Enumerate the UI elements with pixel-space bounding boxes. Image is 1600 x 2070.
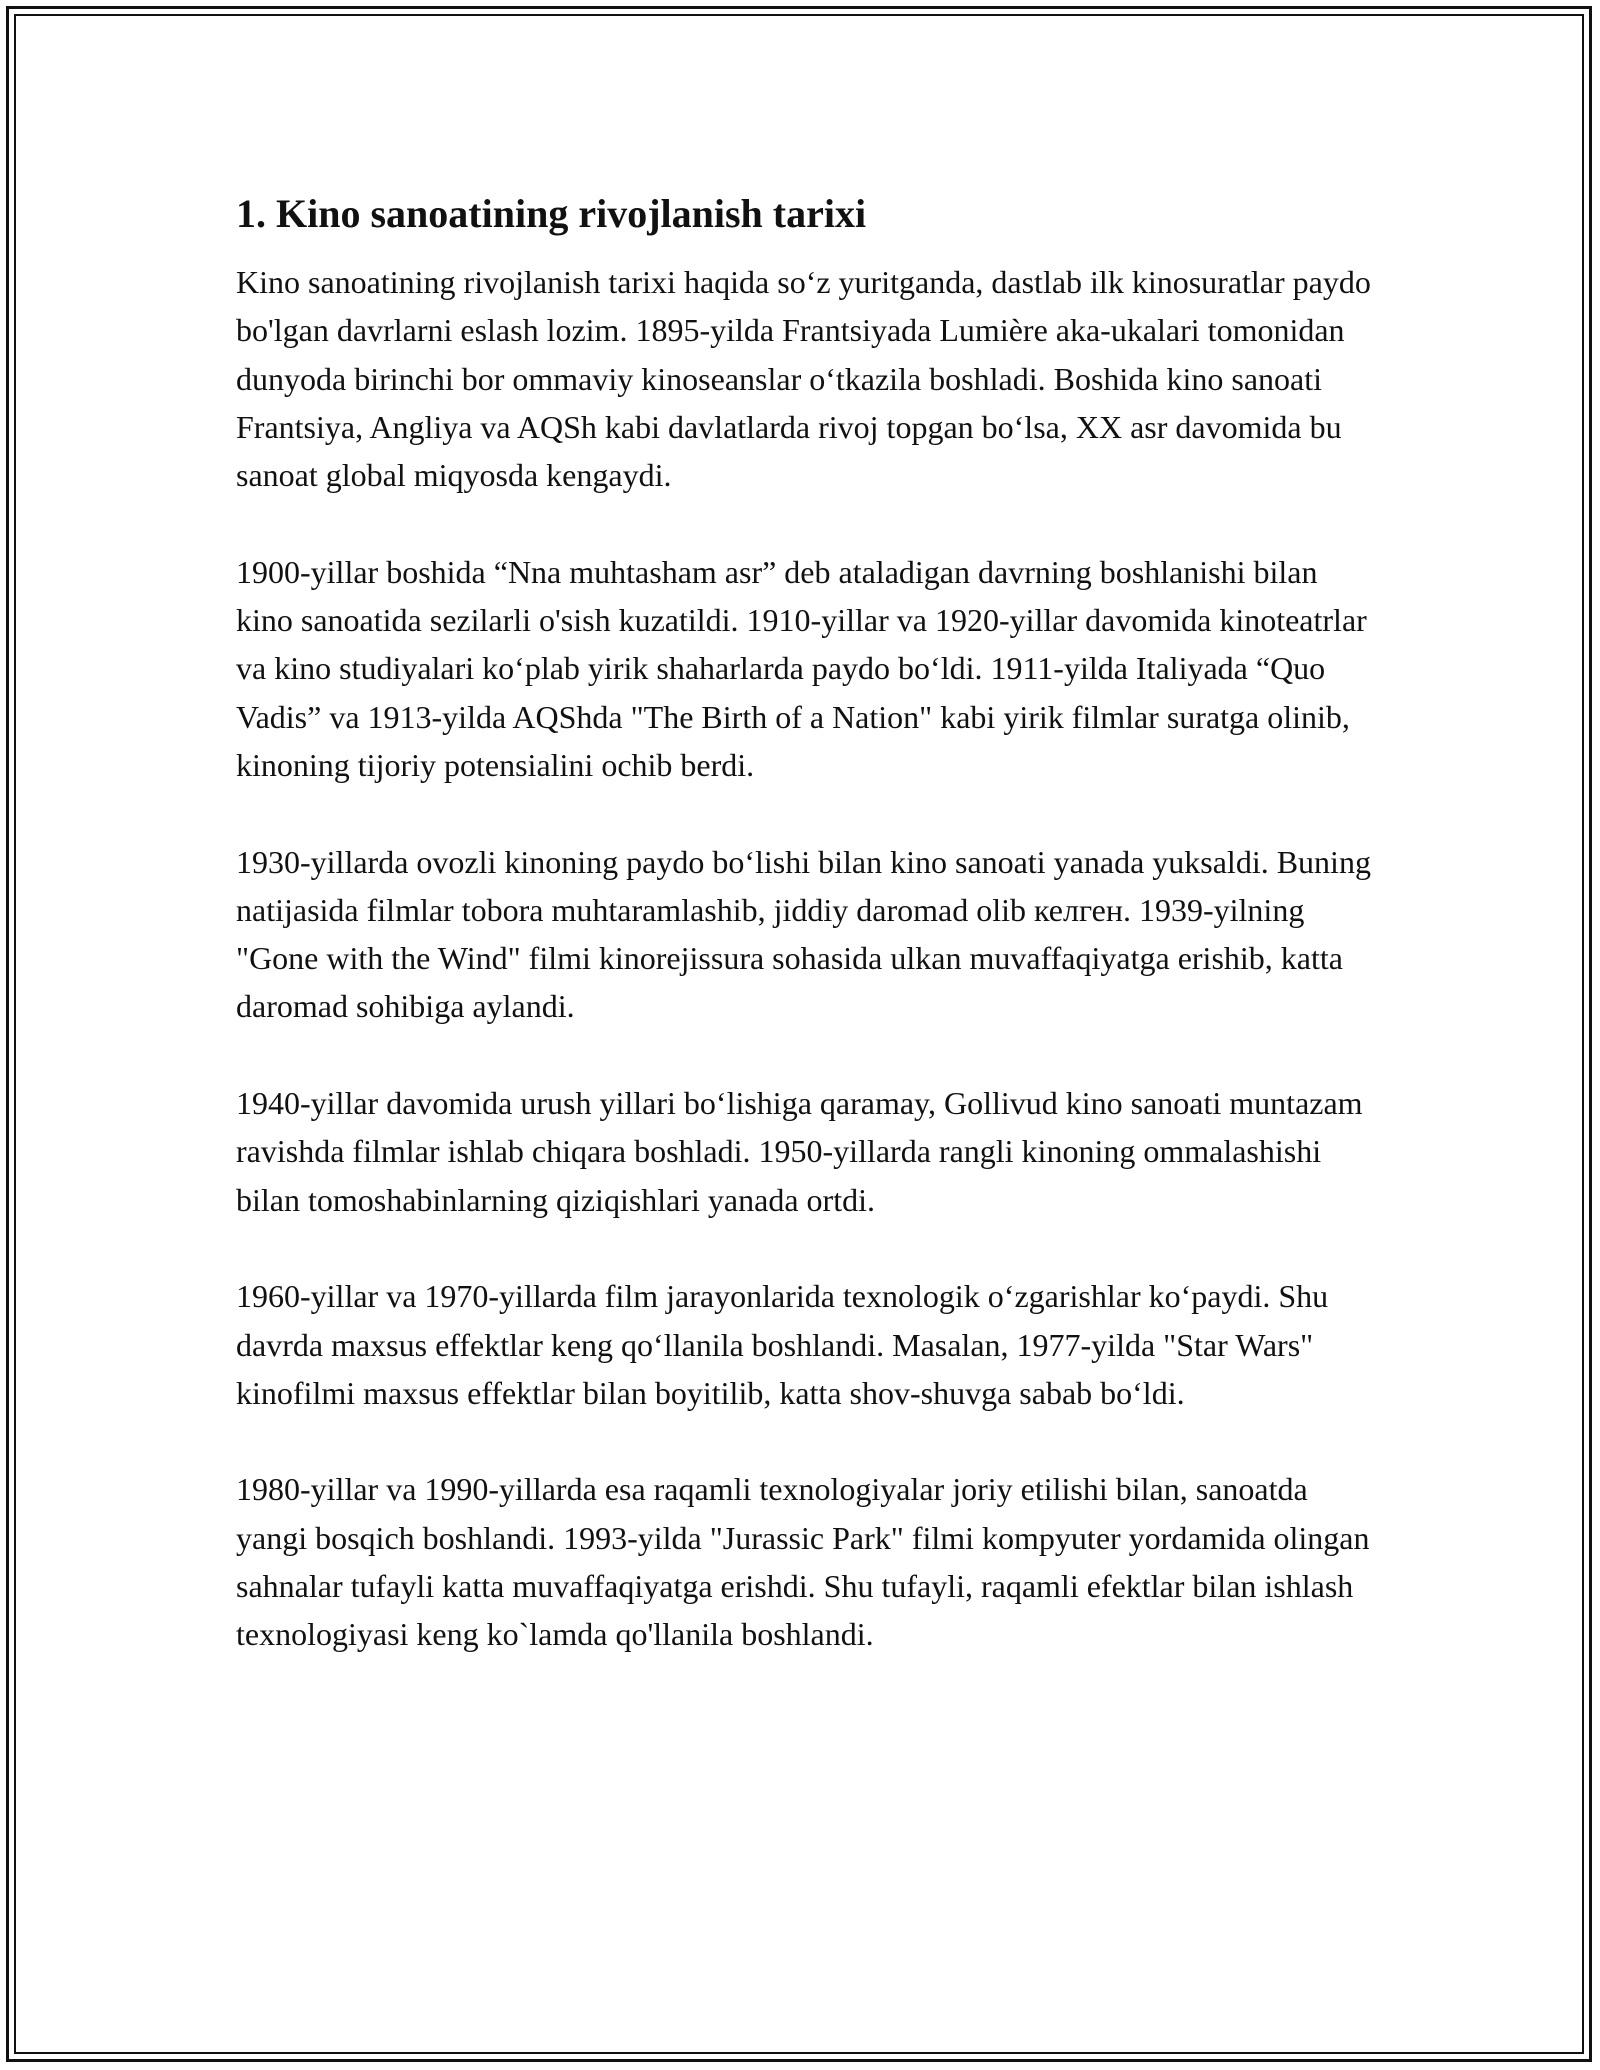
paragraph-1930s: 1930-yillarda ovozli kinoning paydo bo‘lishi bilan kino sanoati yanada yuksaldi. Buning natijasida filmlar tobora muhtaramlashib, jiddiy daromad olib келген. 1939-yilning "Gone with the Wind" filmi kinorejissura sohasida ulkan muvaffaqiyatga erishib, katta daromad sohibiga aylandi.	[236, 843, 1371, 1025]
paragraph-1960s-1970s: 1960-yillar va 1970-yillarda film jarayonlarida texnologik o‘zgarishlar ko‘paydi. Shu davrda maxsus effektlar keng qo‘llanila boshlandi. Masalan, 1977-yilda "Star Wars" kinofilmi maxsus effektlar bilan boyitilib, katta shov-shuvga sabab bo‘ldi.	[236, 1278, 1329, 1411]
section-heading: 1. Kino sanoatining rivojlanish tarixi	[236, 191, 867, 236]
paragraph-1940s-1950s: 1940-yillar davomida urush yillari bo‘lishiga qaramay, Gollivud kino sanoati muntazam ravishda filmlar ishlab chiqara boshladi. 1950-yillarda rangli kinoning ommalashishi bilan tomoshabinlarning qiziqishlari yanada ortdi.	[236, 1085, 1363, 1218]
paragraph-1900s-1920s: 1900-yillar boshida “Nna muhtasham asr” deb ataladigan davrning boshlanishi bilan kino sanoatida sezilarli o'sish kuzatildi. 1910-yillar va 1920-yillar davomida kinoteatrlar va kino studiyalari ko‘plab yirik shaharlarda paydo bo‘ldi. 1911-yilda Italiyada “Quo Vadis” va 1913-yilda AQShda "The Birth of a Nation" kabi yirik filmlar suratga olinib, kinoning tijoriy potensialini ochib berdi.	[236, 553, 1367, 783]
paragraph-1980s-1990s: 1980-yillar va 1990-yillarda esa raqamli texnologiyalar joriy etilishi bilan, sanoatda yangi bosqich boshlandi. 1993-yilda "Jurassic Park" filmi kompyuter yordamida olingan sahnalar tufayli katta muvaffaqiyatga erishdi. Shu tufayli, raqamli efektlar bilan ishlash texnologiyasi keng ko`lamda qo'llanila boshlandi.	[236, 1471, 1370, 1653]
paragraph-early-cinema: Kino sanoatining rivojlanish tarixi haqida so‘z yuritganda, dastlab ilk kinosuratlar paydo bo'lgan davrlarni eslash lozim. 1895-yilda Frantsiyada Lumière aka-ukalari tomonidan dunyoda birinchi bor ommaviy kinoseanslar o‘tkazila boshladi. Boshida kino sanoati Frantsiya, Angliya va AQSh kabi davlatlarda rivoj topgan bo‘lsa, XX asr davomida bu sanoat global miqyosda kengaydi.	[236, 264, 1371, 494]
document-body	[236, 188, 1376, 1707]
